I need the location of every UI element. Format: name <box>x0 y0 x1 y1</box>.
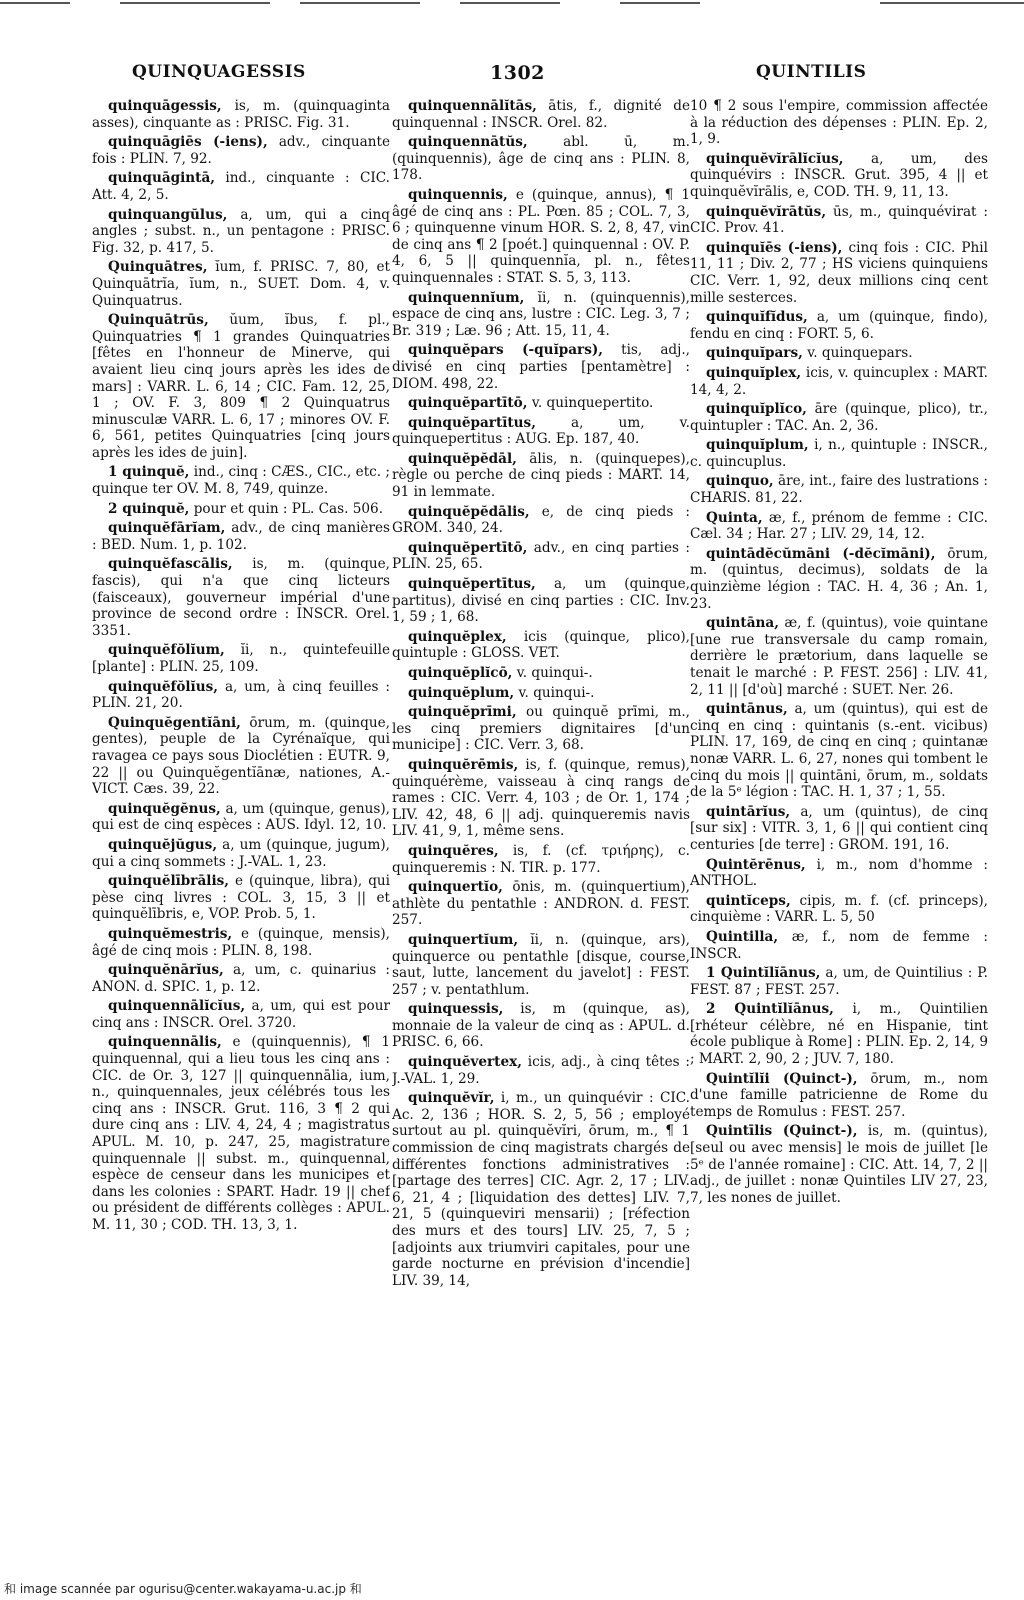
dictionary-entry <box>92 962 390 995</box>
dictionary-entry <box>92 642 390 675</box>
entry-headword: quinquĕfŏlĭus, <box>108 678 218 695</box>
entry-definition: ātis, f., dignité de quinquennal : INSCR. Orel. 82. <box>392 98 690 131</box>
entry-definition: i, m., nom d'homme : ANTHOL. <box>690 856 988 890</box>
dictionary-entry <box>92 259 390 309</box>
entry-headword: quinquĕpartītus, <box>408 414 536 431</box>
entry-definition: is, f. (cf. τριήρης), c. quinqueremis : N. TIR. p. 177. <box>392 842 690 876</box>
dictionary-entry <box>690 240 988 306</box>
entry-headword: quinquĕvĭr, <box>408 1090 495 1107</box>
entry-headword: quinquĕplex, <box>408 628 507 645</box>
dictionary-entry <box>392 879 690 929</box>
dictionary-entry <box>92 926 390 959</box>
dictionary-entry <box>92 312 390 461</box>
entry-definition: ōnis, m. (quinquertium), athlète du pentathle : ANDRON. d. FEST. 257. <box>392 879 690 929</box>
entry-definition: ōrum, m., nom d'une famille patricienne de Rome du temps de Romulus : FEST. 257. <box>690 1070 988 1120</box>
dictionary-entry <box>690 804 988 854</box>
header-right-guideword: QUINTILIS <box>756 62 867 82</box>
dictionary-entry <box>392 629 690 662</box>
dictionary-entry <box>392 685 690 702</box>
entry-definition: a, um (quintus), qui est de cinq en cinq : quintanis (s.-ent. vicibus) PLIN. 17, 169, de cinq en cinq ; quintanæ nonæ VARR. L. 6, 27, nones qui tombent le cinq du mois || quintāni, ōrum, m., soldats de la 5ᵉ légion : TAC. H. 1, 37 ; 1, 55. <box>690 701 988 801</box>
entry-headword: quinquĕfŏlĭum, <box>108 642 225 659</box>
entry-definition: ōrum, m. (quinque, gentes), peuple de la Cyrénaïque, qui ravagea ce pays sous Dioclétien : EUTR. 9, 22 || ou Quinquĕgentĭānæ, nationes, A.-VICT. Cæs. 39, 22. <box>92 714 390 798</box>
entry-headword: quinquennĭum, <box>408 289 525 306</box>
entry-definition: ŭum, ĭbus, f. pl., Quinquatries ¶ 1 grandes Quinquatries [fêtes en l'honneur de Minerve, qui avaient lieu cinq jours après les ides de mars] : VARR. L. 6, 14 ; CIC. Fam. 12, 25, 1 ; OV. F. 3, 809 ¶ 2 Quinquatrus minusculæ VARR. L. 6, 17 ; minores OV. F. 6, 561, petites Quinquatries [cinq jours après les ides de juin]. <box>92 312 390 461</box>
entry-definition: i, m., Quintilien [rhéteur célèbre, né en Hispanie, tint école publique à Rome] : PLIN. Ep. 2, 14, 9 ; MART. 2, 90, 2 ; JUV. 7, 180. <box>690 1001 988 1068</box>
entry-headword: 2 quinquĕ, <box>108 500 190 517</box>
entry-definition: a, um, qui a cinq angles ; subst. n., un pentagone : PRISC. Fig. 32, p. 417, 5. <box>92 206 390 256</box>
entry-headword: Quinquātrūs, <box>108 312 209 329</box>
entry-headword: quinquĕvĭrālĭcĭus, <box>706 150 844 167</box>
entry-definition: is, m (quinque, as), monnaie de la valeur de cinq as : APUL. d. PRISC. 6, 66. <box>392 1001 690 1051</box>
entry-definition: v. quinquepars. <box>807 345 913 362</box>
dictionary-entry <box>392 1001 690 1051</box>
dictionary-entry <box>92 464 390 497</box>
entry-headword: quinquennālĭtās, <box>408 98 537 114</box>
page-number: 1302 <box>490 62 545 84</box>
dictionary-entry <box>92 134 390 167</box>
entry-headword: quintāna, <box>706 615 779 632</box>
entry-headword: quinquĕplum, <box>408 684 515 701</box>
entry-headword: quinquāgiēs (-iens), <box>108 134 268 151</box>
dictionary-entry <box>392 98 690 131</box>
page-header <box>0 62 1024 88</box>
entry-definition: a, um, des quinquévirs : INSCR. Grut. 395, 4 || et quinquĕvĭrālis, e, COD. TH. 9, 11, 13. <box>690 150 988 200</box>
entry-definition: is, m. (quinque, fascis), qui n'a que cinq licteurs (faisceaux), gouverneur impérial d'une province de second ordre : INSCR. Orel. 3351. <box>92 556 390 639</box>
entry-headword: quinquertĭum, <box>408 931 519 948</box>
entry-definition: æ, f., prénom de femme : CIC. Cæl. 34 ; Har. 27 ; LIV. 29, 14, 12. <box>690 509 988 543</box>
dictionary-entry <box>392 415 690 448</box>
entry-definition: tis, adj., divisé en cinq parties [pentamètre] : DIOM. 498, 22. <box>392 342 690 392</box>
entry-headword: quinquennātŭs, <box>408 134 528 151</box>
dictionary-entry <box>92 801 390 834</box>
entry-headword: quinquĕpars (-quĭpars), <box>408 342 604 359</box>
dictionary-entry <box>690 98 988 148</box>
dictionary-entry <box>92 501 390 518</box>
entry-headword: 2 Quintĭlĭānus, <box>706 1001 834 1018</box>
header-left-guideword: QUINQUAGESSIS <box>132 62 306 82</box>
dictionary-entry <box>690 929 988 962</box>
entry-definition: a, um (quinque, partitus), divisé en cinq parties : CIC. Inv. 1, 59 ; 1, 68. <box>392 576 690 626</box>
entry-headword: 1 quinquĕ, <box>108 464 190 481</box>
entry-headword: quinquĭfĭdus, <box>706 309 808 326</box>
dictionary-entry <box>690 1001 988 1067</box>
entry-definition: 10 ¶ 2 sous l'empire, commission affectée à la réduction des dépenses : PLIN. Ep. 2, 1, 9. <box>690 98 988 148</box>
entry-headword: quinquĭpars, <box>706 345 803 362</box>
entry-definition: ālis, n. (quinquepes), règle ou perche de cinq pieds : MART. 14, 91 in lemmate. <box>392 450 690 501</box>
dictionary-entry <box>92 520 390 553</box>
entry-headword: quinquĕvertex, <box>408 1054 522 1071</box>
dictionary-entry <box>690 1071 988 1121</box>
entry-definition: cinq fois : CIC. Phil 11, 11 ; Div. 2, 77 ; HS viciens quinquiens CIC. Verr. 1, 92, deux millions cinq cent mille sesterces. <box>690 239 988 306</box>
dictionary-entry <box>690 701 988 801</box>
dictionary-entry <box>392 395 690 412</box>
entry-definition: āre, int., faire des lustrations : CHARIS. 81, 22. <box>690 473 988 507</box>
entry-definition: ind., cinq : CÆS., CIC., etc. ; quinque ter OV. M. 8, 749, quinze. <box>92 464 390 498</box>
entry-definition: e (quinque, libra), qui pèse cinq livres : COL. 3, 15, 3 || et quinquĕlībris, e, VOP. Prob. 5, 1. <box>92 873 390 923</box>
entry-headword: quintādĕcŭmāni (-dĕcĭmāni), <box>706 545 936 562</box>
dictionary-entry <box>92 1034 390 1233</box>
dictionary-entry <box>392 757 690 840</box>
entry-definition: ĭum, f. PRISC. 7, 80, et Quinquātrĭa, ĭum, n., SUET. Dom. 4, v. Quinquatrus. <box>92 259 390 309</box>
entry-definition: a, um, qui est pour cinq ans : INSCR. Orel. 3720. <box>92 998 390 1031</box>
entry-headword: quinquo, <box>706 473 774 490</box>
dictionary-entry <box>392 290 690 340</box>
entry-headword: quinquĕpertītō, <box>408 539 528 556</box>
entry-headword: quinquĭēs (-iens), <box>706 239 843 256</box>
entry-headword: quinquĭplum, <box>706 437 809 454</box>
entry-definition: adv., en cinq parties : PLIN. 25, 65. <box>392 539 690 573</box>
dictionary-entry <box>690 546 988 612</box>
entry-definition: abl. ū, m. (quinquennis), âge de cinq ans : PLIN. 8, 178. <box>392 134 690 184</box>
dictionary-entry <box>690 151 988 201</box>
top-scan-rule <box>0 0 1024 6</box>
entry-headword: quintārĭus, <box>706 803 791 820</box>
dictionary-entry <box>690 893 988 926</box>
dictionary-entry <box>690 857 988 890</box>
entry-headword: quinquangŭlus, <box>108 206 228 223</box>
entry-headword: quintĭceps, <box>706 892 791 909</box>
entry-headword: quinquĕrēmis, <box>408 756 519 773</box>
entry-headword: quinquĕjŭgus, <box>108 836 218 853</box>
dictionary-entry <box>690 309 988 342</box>
entry-headword: quinquĕprīmi, <box>408 704 517 721</box>
entry-definition: ĭi, n. (quinquennis), espace de cinq ans, lustre : CIC. Leg. 3, 7 ; Br. 319 ; Læ. 96 ; Att. 15, 11, 4. <box>392 289 690 339</box>
dictionary-entry <box>690 615 988 698</box>
entry-definition: cipis, m. f. (cf. princeps), cinquième : VARR. L. 5, 50 <box>690 892 988 926</box>
dictionary-entry <box>690 401 988 434</box>
entry-definition: ōrum, m. (quintus, decimus), soldats de la quinzième légion : TAC. H. 4, 36 ; An. 1, 23. <box>690 545 988 612</box>
entry-headword: quinquĭplex, <box>706 364 802 381</box>
entry-definition: a, um (quinque, genus), qui est de cinq espèces : AUS. Idyl. 12, 10. <box>92 800 390 834</box>
entry-headword: quinquessis, <box>408 1001 504 1018</box>
entry-headword: quinquāgintā, <box>108 170 216 187</box>
entry-definition: āre (quinque, plico), tr., quintupler : TAC. An. 2, 36. <box>690 401 988 434</box>
entry-definition: e, de cinq pieds : GROM. 340, 24. <box>392 503 690 537</box>
dictionary-entry <box>92 837 390 870</box>
dictionary-entry <box>392 576 690 626</box>
dictionary-entry <box>690 510 988 543</box>
dictionary-entry <box>392 704 690 754</box>
entry-definition: is, m. (quinquaginta asses), cinquante as : PRISC. Fig. 31. <box>92 98 390 131</box>
entry-headword: quinquĕpartītō, <box>408 395 528 412</box>
dictionary-entry <box>392 451 690 501</box>
dictionary-entry <box>690 437 988 470</box>
entry-headword: 1 Quintĭlĭānus, <box>706 965 821 982</box>
dictionary-entry <box>92 679 390 712</box>
entry-headword: quinquĕvĭrātŭs, <box>706 203 827 220</box>
entry-definition: a, um (quinque, jugum), qui a cinq sommets : J.-VAL. 1, 23. <box>92 836 390 870</box>
entry-headword: Quinquĕgentĭāni, <box>108 714 241 731</box>
entry-headword: quinquennis, <box>408 186 508 203</box>
entry-definition: is, m. (quintus), [seul ou avec mensis] le mois de juillet [le 5ᵉ de l'année romaine] : CIC. Att. 14, 7, 2 || adj., de juillet : nonæ Quintiles LIV 27, 23, 7, les nones de juillet. <box>690 1123 988 1206</box>
dictionary-entry <box>690 365 988 398</box>
entry-definition: a, um, c. quinarius : ANON. d. SPIC. 1, p. 12. <box>92 962 390 995</box>
entry-definition: ind., cinquante : CIC. Att. 4, 2, 5. <box>92 170 390 203</box>
entry-headword: Quintĭlĭi (Quinct-), <box>706 1070 858 1087</box>
dictionary-entry <box>92 170 390 203</box>
entry-headword: quinquennālis, <box>108 1034 222 1051</box>
dictionary-entry <box>392 504 690 537</box>
dictionary-entry <box>690 345 988 362</box>
entry-headword: Quintīlis (Quinct-), <box>706 1123 858 1140</box>
entry-definition: æ, f., nom de femme : INSCR. <box>690 928 988 962</box>
entry-headword: quinquĕgĕnus, <box>108 800 221 817</box>
dictionary-entry <box>92 998 390 1031</box>
entry-headword: quintānus, <box>706 701 788 718</box>
entry-definition: a, um, v. quinquepertitus : AUG. Ep. 187, 40. <box>392 414 690 448</box>
entry-headword: quinquĕpertītus, <box>408 576 536 593</box>
entry-definition: ĭi, n., quintefeuille [plante] : PLIN. 25, 109. <box>92 642 390 675</box>
entry-headword: Quinta, <box>706 509 763 526</box>
dictionary-entry <box>392 187 690 287</box>
dictionary-entry <box>690 965 988 998</box>
entry-definition: e (quinque, annus), ¶ 1 âgé de cinq ans : PL. Pœn. 85 ; COL. 7, 3, 6 ; quinquenne vinum HOR. S. 2, 8, 47, vin de cinq ans ¶ 2 [poét.] quinquennal : OV. P. 4, 6, 5 || quinquennĭa, pl. n., fêtes quinquennales : STAT. S. 5, 3, 113. <box>392 186 690 286</box>
entry-definition: ĭi, n. (quinque, ars), quinquerce ou pentathle [disque, course, saut, lutte, lancement du javelot] : FEST. 257 ; v. pentathlum. <box>392 931 690 998</box>
dictionary-entry <box>92 715 390 798</box>
entry-definition: v. quinquepertito. <box>531 395 654 412</box>
entry-headword: quinquĕlībrālis, <box>108 873 229 890</box>
entry-definition: icis, v. quincuplex : MART. 14, 4, 2. <box>690 364 988 398</box>
dictionary-entry <box>392 665 690 682</box>
dictionary-entry <box>392 540 690 573</box>
entry-definition: icis (quinque, plico), quintuple : GLOSS. VET. <box>392 628 690 662</box>
dictionary-entry <box>392 1054 690 1087</box>
entry-headword: Quintĕrēnus, <box>706 856 806 873</box>
entry-definition: a, um, à cinq feuilles : PLIN. 21, 20. <box>92 678 390 712</box>
entry-headword: quinquĕpĕdālis, <box>408 503 530 520</box>
entry-definition: æ, f. (quintus), voie quintane [une rue transversale du camp romain, derrière le prætorium, dans laquelle se tenait le marché : P. FEST. 256] : LIV. 41, 2, 11 || [d'où] marché : SUET. Ner. 26. <box>690 615 988 698</box>
dictionary-entry <box>92 873 390 923</box>
entry-headword: quinquennālĭcĭus, <box>108 998 246 1015</box>
entry-definition: i, m., un quinquévir : CIC. Ac. 2, 136 ; HOR. S. 2, 5, 56 ; employé surtout au pl. quinquĕvĭri, ōrum, m., ¶ 1 commission de cinq magistrats chargés de différentes fonctions administratives : [partage des terres] CIC. Agr. 2, 17 ; LIV. 6, 21, 4 ; [liquidation des dettes] LIV. 7, 21, 5 (quinqueviri mensarii) ; [réfection des murs et des tours] LIV. 25, 7, 5 ; [adjoints aux triumviri capitales, pour une garde nocturne en prévision d'incendie] LIV. 39, 14, <box>392 1090 690 1289</box>
entry-definition: v. quinqui-. <box>516 665 593 681</box>
entry-headword: quinquāgessis, <box>108 98 222 114</box>
dictionary-column-1 <box>92 98 390 1528</box>
entry-definition: is, f. (quinque, remus), quinquérème, vaisseau à cinq rangs de rames : CIC. Verr. 4, 103 ; de Or. 1, 174 ; LIV. 42, 48, 6 || adj. quinqueremis navis LIV. 41, 9, 1, même sens. <box>392 756 690 840</box>
entry-definition: icis, adj., à cinq têtes : J.-VAL. 1, 29. <box>392 1054 690 1087</box>
entry-definition: pour et quin : PL. Cas. 506. <box>193 500 384 517</box>
entry-headword: quinquertĭo, <box>408 879 503 896</box>
entry-headword: quinquĭplĭco, <box>706 401 807 418</box>
scan-credit-footer: 和 image scannée par ogurisu@center.wakayama-u.ac.jp 和 <box>4 1582 362 1596</box>
dictionary-entry <box>392 134 690 184</box>
entry-definition: ou quinquĕ prīmi, m., les cinq premiers dignitaires [d'un municipe] : CIC. Verr. 3, 68. <box>392 704 690 754</box>
entry-headword: quinquĕpĕdāl, <box>408 450 517 467</box>
entry-definition: a, um (quinque, findo), fendu en cinq : FORT. 5, 6. <box>690 309 988 342</box>
dictionary-entry <box>392 843 690 876</box>
dictionary-entry <box>92 98 390 131</box>
entry-definition: a, um (quintus), de cinq [sur six] : VITR. 3, 1, 6 || qui contient cinq centuries [de terre] : GROM. 191, 16. <box>690 803 988 853</box>
dictionary-entry <box>690 1123 988 1206</box>
dictionary-entry <box>690 473 988 506</box>
dictionary-entry <box>392 1090 690 1289</box>
entry-definition: e (quinquennis), ¶ 1 quinquennal, qui a lieu tous les cinq ans : CIC. de Or. 3, 127 || quinquennālia, ium, n., quinquennales, jeux célébrés tous les cinq ans : INSCR. Grut. 116, 3 ¶ 2 qui dure cinq ans : LIV. 4, 24, 4 ; magistratus APUL. M. 10, p. 247, 25, magistrature quinquennale || subst. m., quinquennal, espèce de censeur dans les municipes et dans les colonies : SPART. Hadr. 19 || chef ou président de différents collèges : APUL. M. 11, 30 ; COD. TH. 13, 3, 1. <box>92 1034 390 1233</box>
dictionary-entry <box>392 342 690 392</box>
entry-headword: quinquĕplĭcō, <box>408 665 513 681</box>
entry-headword: quinquĕmestris, <box>108 925 233 942</box>
entry-headword: Quinquātres, <box>108 259 208 276</box>
entry-headword: Quintilla, <box>706 928 779 945</box>
entry-headword: quinquĕfascālis, <box>108 556 233 573</box>
dictionary-entry <box>392 932 690 998</box>
dictionary-entry <box>92 556 390 639</box>
entry-definition: ūs, m., quinquévirat : CIC. Prov. 41. <box>690 203 988 237</box>
dictionary-entry <box>690 204 988 237</box>
entry-definition: adv., de cinq manières : BED. Num. 1, p. 102. <box>92 520 390 553</box>
entry-headword: quinquĕfārĭam, <box>108 520 226 537</box>
dictionary-entry <box>92 207 390 257</box>
entry-headword: quinquĕres, <box>408 842 499 859</box>
entry-definition: a, um, de Quintilius : P. FEST. 87 ; FEST. 257. <box>690 965 988 998</box>
entry-definition: v. quinqui-. <box>518 684 595 701</box>
entry-headword: quinquĕnārĭus, <box>108 962 224 979</box>
entry-definition: adv., cinquante fois : PLIN. 7, 92. <box>92 134 390 167</box>
dictionary-column-3 <box>690 98 988 1528</box>
dictionary-column-2 <box>392 98 690 1528</box>
entry-definition: e (quinque, mensis), âgé de cinq mois : PLIN. 8, 198. <box>92 925 390 959</box>
entry-definition: i, n., quintuple : INSCR., c. quincuplus. <box>690 437 988 470</box>
